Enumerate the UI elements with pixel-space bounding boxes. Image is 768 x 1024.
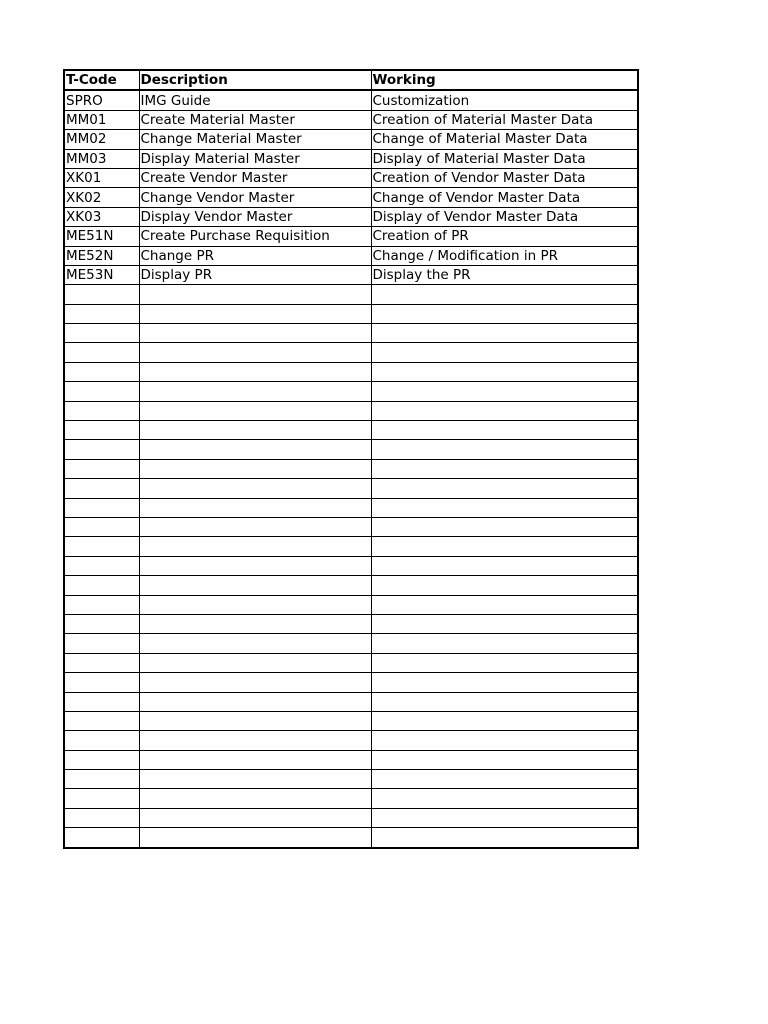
- empty-cell: [64, 459, 139, 478]
- empty-cell: [371, 440, 638, 459]
- empty-cell: [139, 634, 371, 653]
- header-tcode: T-Code: [64, 70, 139, 90]
- empty-cell: [139, 731, 371, 750]
- empty-row: [64, 459, 638, 478]
- cell-working: Display of Vendor Master Data: [371, 207, 638, 226]
- cell-tcode: ME53N: [64, 265, 139, 284]
- cell-working: Display the PR: [371, 265, 638, 284]
- empty-row: [64, 770, 638, 789]
- cell-working: Creation of Vendor Master Data: [371, 168, 638, 187]
- cell-tcode: MM01: [64, 110, 139, 129]
- empty-cell: [139, 401, 371, 420]
- empty-cell: [139, 517, 371, 536]
- cell-description: Display Material Master: [139, 149, 371, 168]
- empty-row: [64, 517, 638, 536]
- cell-description: Change Material Master: [139, 130, 371, 149]
- table-row: [64, 246, 638, 265]
- empty-row: [64, 828, 638, 848]
- empty-cell: [371, 421, 638, 440]
- cell-working: Display of Material Master Data: [371, 149, 638, 168]
- empty-cell: [139, 498, 371, 517]
- empty-cell: [371, 556, 638, 575]
- empty-cell: [139, 343, 371, 362]
- empty-cell: [371, 285, 638, 304]
- header-description: Description: [139, 70, 371, 90]
- empty-cell: [64, 789, 139, 808]
- empty-cell: [371, 692, 638, 711]
- empty-cell: [371, 828, 638, 848]
- table-row: [64, 168, 638, 187]
- table-row: [64, 149, 638, 168]
- empty-cell: [139, 440, 371, 459]
- empty-cell: [64, 537, 139, 556]
- empty-cell: [139, 537, 371, 556]
- empty-cell: [64, 808, 139, 827]
- empty-row: [64, 343, 638, 362]
- empty-cell: [64, 614, 139, 633]
- empty-cell: [371, 634, 638, 653]
- empty-row: [64, 653, 638, 672]
- empty-cell: [371, 808, 638, 827]
- empty-cell: [64, 692, 139, 711]
- cell-tcode: XK02: [64, 188, 139, 207]
- empty-cell: [64, 828, 139, 848]
- cell-description: Create Material Master: [139, 110, 371, 129]
- empty-row: [64, 362, 638, 381]
- cell-tcode: MM02: [64, 130, 139, 149]
- empty-cell: [371, 789, 638, 808]
- empty-cell: [64, 479, 139, 498]
- empty-cell: [139, 362, 371, 381]
- empty-cell: [371, 304, 638, 323]
- empty-cell: [371, 653, 638, 672]
- empty-cell: [371, 595, 638, 614]
- empty-cell: [139, 808, 371, 827]
- empty-cell: [64, 421, 139, 440]
- empty-cell: [371, 498, 638, 517]
- empty-row: [64, 808, 638, 827]
- empty-cell: [371, 731, 638, 750]
- table-row: [64, 265, 638, 284]
- table-row: [64, 207, 638, 226]
- cell-tcode: MM03: [64, 149, 139, 168]
- empty-cell: [64, 362, 139, 381]
- empty-cell: [139, 828, 371, 848]
- empty-cell: [139, 595, 371, 614]
- empty-cell: [64, 324, 139, 343]
- empty-cell: [64, 711, 139, 730]
- empty-cell: [371, 324, 638, 343]
- cell-tcode: XK03: [64, 207, 139, 226]
- table-row: [64, 188, 638, 207]
- empty-cell: [64, 595, 139, 614]
- empty-cell: [139, 576, 371, 595]
- empty-cell: [64, 285, 139, 304]
- empty-cell: [64, 440, 139, 459]
- empty-row: [64, 421, 638, 440]
- empty-row: [64, 440, 638, 459]
- header-row: [64, 70, 638, 90]
- empty-cell: [139, 459, 371, 478]
- empty-row: [64, 401, 638, 420]
- empty-cell: [64, 556, 139, 575]
- table-row: [64, 90, 638, 110]
- empty-cell: [139, 711, 371, 730]
- cell-tcode: SPRO: [64, 90, 139, 110]
- empty-cell: [371, 459, 638, 478]
- cell-working: Creation of Material Master Data: [371, 110, 638, 129]
- cell-working: Creation of PR: [371, 227, 638, 246]
- table-row: [64, 110, 638, 129]
- cell-working: Change of Material Master Data: [371, 130, 638, 149]
- tcode-table: [63, 69, 639, 849]
- cell-tcode: ME51N: [64, 227, 139, 246]
- empty-cell: [139, 770, 371, 789]
- empty-cell: [139, 421, 371, 440]
- empty-cell: [139, 673, 371, 692]
- empty-cell: [64, 517, 139, 536]
- empty-cell: [371, 537, 638, 556]
- cell-description: Change PR: [139, 246, 371, 265]
- empty-cell: [371, 750, 638, 769]
- empty-cell: [64, 653, 139, 672]
- table-row: [64, 227, 638, 246]
- cell-description: Create Vendor Master: [139, 168, 371, 187]
- empty-cell: [139, 304, 371, 323]
- empty-cell: [139, 479, 371, 498]
- empty-cell: [64, 382, 139, 401]
- empty-cell: [139, 324, 371, 343]
- empty-cell: [371, 576, 638, 595]
- empty-row: [64, 285, 638, 304]
- empty-cell: [371, 517, 638, 536]
- empty-cell: [64, 401, 139, 420]
- empty-cell: [139, 556, 371, 575]
- cell-description: Create Purchase Requisition: [139, 227, 371, 246]
- empty-row: [64, 479, 638, 498]
- empty-cell: [64, 304, 139, 323]
- empty-row: [64, 324, 638, 343]
- empty-cell: [64, 770, 139, 789]
- cell-working: Change / Modification in PR: [371, 246, 638, 265]
- empty-cell: [139, 382, 371, 401]
- empty-row: [64, 750, 638, 769]
- empty-cell: [139, 614, 371, 633]
- cell-description: Display PR: [139, 265, 371, 284]
- table-row: [64, 130, 638, 149]
- empty-cell: [371, 614, 638, 633]
- empty-cell: [64, 673, 139, 692]
- cell-working: Change of Vendor Master Data: [371, 188, 638, 207]
- cell-description: IMG Guide: [139, 90, 371, 110]
- empty-row: [64, 789, 638, 808]
- empty-cell: [139, 653, 371, 672]
- empty-cell: [139, 789, 371, 808]
- empty-row: [64, 382, 638, 401]
- cell-description: Display Vendor Master: [139, 207, 371, 226]
- empty-cell: [64, 576, 139, 595]
- empty-row: [64, 711, 638, 730]
- empty-cell: [371, 382, 638, 401]
- empty-cell: [64, 731, 139, 750]
- empty-row: [64, 634, 638, 653]
- empty-row: [64, 576, 638, 595]
- table-body: [64, 90, 638, 847]
- empty-cell: [64, 343, 139, 362]
- empty-cell: [64, 498, 139, 517]
- empty-row: [64, 595, 638, 614]
- empty-cell: [371, 711, 638, 730]
- empty-row: [64, 731, 638, 750]
- empty-row: [64, 673, 638, 692]
- header-working: Working: [371, 70, 638, 90]
- empty-row: [64, 304, 638, 323]
- empty-row: [64, 537, 638, 556]
- empty-cell: [139, 692, 371, 711]
- empty-row: [64, 614, 638, 633]
- empty-row: [64, 498, 638, 517]
- empty-row: [64, 556, 638, 575]
- empty-cell: [371, 401, 638, 420]
- cell-tcode: ME52N: [64, 246, 139, 265]
- empty-cell: [139, 285, 371, 304]
- empty-row: [64, 692, 638, 711]
- empty-cell: [371, 362, 638, 381]
- empty-cell: [371, 479, 638, 498]
- empty-cell: [371, 673, 638, 692]
- empty-cell: [371, 770, 638, 789]
- cell-tcode: XK01: [64, 168, 139, 187]
- cell-description: Change Vendor Master: [139, 188, 371, 207]
- empty-cell: [371, 343, 638, 362]
- empty-cell: [64, 634, 139, 653]
- empty-cell: [64, 750, 139, 769]
- cell-working: Customization: [371, 90, 638, 110]
- empty-cell: [139, 750, 371, 769]
